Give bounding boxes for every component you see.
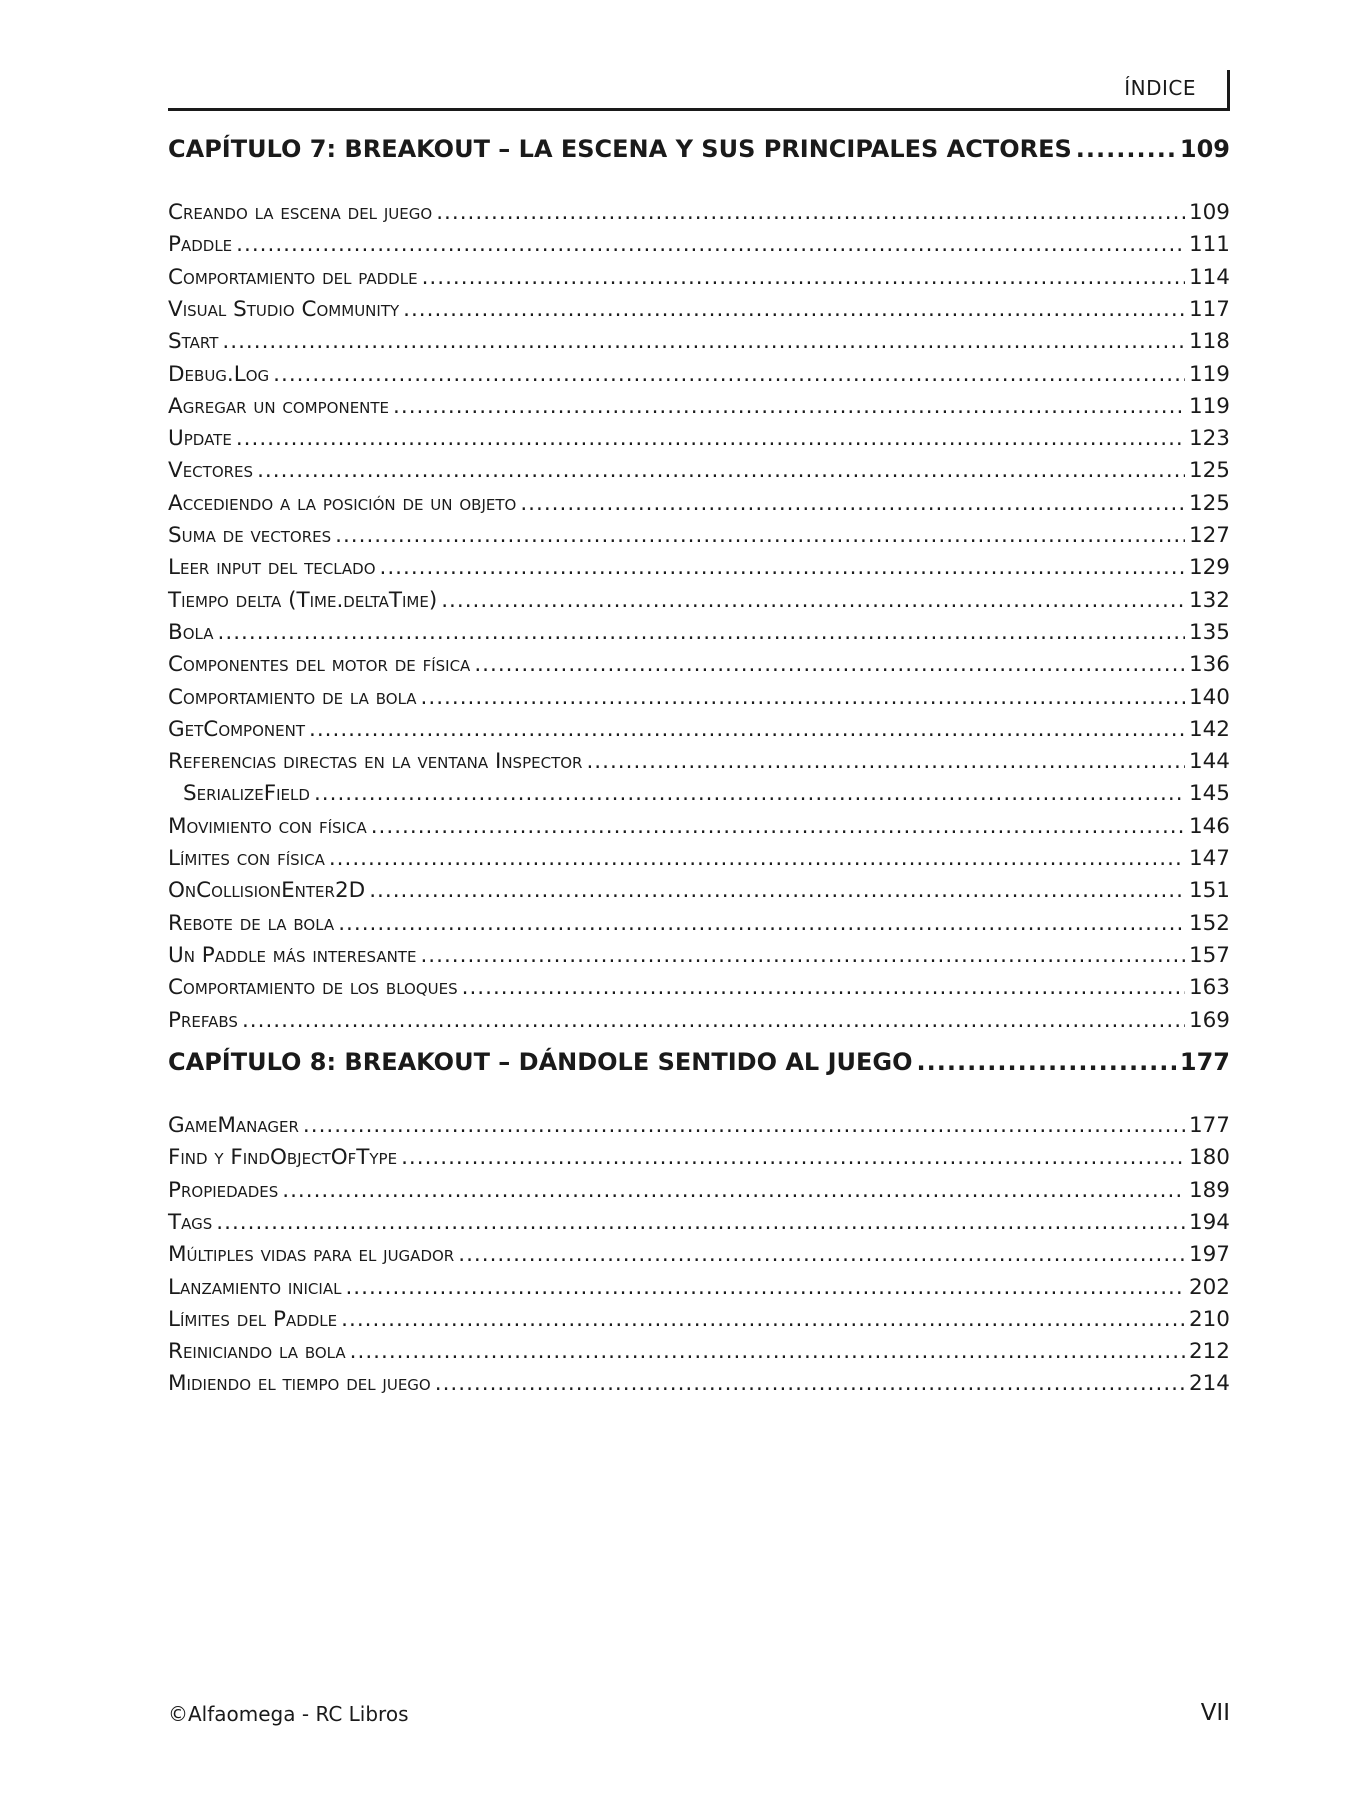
toc-entry[interactable]	[168, 286, 1230, 322]
toc-entry[interactable]	[168, 997, 1230, 1033]
entry-title: Vectores	[168, 458, 254, 484]
chapter-heading[interactable]	[168, 1042, 1230, 1076]
entry-title: Leer input del teclado	[168, 555, 376, 581]
toc-entry[interactable]	[168, 189, 1230, 225]
toc-entry[interactable]	[168, 480, 1230, 516]
chapter-heading[interactable]	[168, 129, 1230, 163]
toc-entry[interactable]	[168, 1231, 1230, 1267]
leader-dots	[435, 1371, 1185, 1396]
entry-page: 151	[1188, 878, 1230, 904]
entry-page: 180	[1188, 1145, 1230, 1171]
toc-entry[interactable]	[168, 254, 1230, 290]
entry-page: 145	[1188, 781, 1230, 807]
entry-page: 125	[1188, 458, 1230, 484]
toc-entry[interactable]	[168, 835, 1230, 871]
toc-entry[interactable]	[168, 1102, 1230, 1138]
entry-title: Bola	[168, 619, 214, 645]
toc-entry[interactable]	[168, 706, 1230, 742]
toc-entry[interactable]	[168, 803, 1230, 839]
leader-dots	[242, 1008, 1185, 1033]
entry-page: 177	[1188, 1113, 1230, 1138]
toc-entry[interactable]	[168, 351, 1230, 387]
toc-entry[interactable]	[168, 1199, 1230, 1235]
toc-entry[interactable]	[168, 900, 1230, 936]
entry-title: Comportamiento de la bola	[168, 684, 417, 710]
toc-entry[interactable]	[168, 674, 1230, 710]
entry-title: Un Paddle más interesante	[168, 942, 417, 968]
entry-page: 146	[1188, 813, 1230, 839]
entry-title: Paddle	[168, 232, 233, 258]
chapter-title: CAPÍTULO 7: BREAKOUT – LA ESCENA Y SUS PRINCIPALES ACTORES	[168, 135, 1072, 163]
entry-page: 125	[1188, 490, 1230, 516]
toc-entry[interactable]	[168, 1328, 1230, 1364]
entry-page: 140	[1188, 684, 1230, 710]
entry-title: Componentes del motor de física	[168, 652, 471, 678]
entry-page: 118	[1188, 329, 1230, 355]
entry-page: 129	[1188, 555, 1230, 581]
chapter-page: 177	[1179, 1048, 1230, 1076]
toc-entry[interactable]	[168, 512, 1230, 548]
entry-title: Prefabs	[168, 1007, 238, 1033]
toc-entry[interactable]	[168, 1360, 1230, 1396]
toc-entry[interactable]	[168, 867, 1230, 903]
entry-page: 117	[1188, 296, 1230, 322]
entry-page: 132	[1188, 587, 1230, 613]
entry-title: Debug.Log	[168, 361, 270, 387]
toc-entry[interactable]	[168, 318, 1230, 354]
entry-page: 212	[1188, 1339, 1230, 1365]
entry-page: 202	[1188, 1274, 1230, 1300]
entry-page: 109	[1188, 200, 1230, 225]
entry-title: Múltiples vidas para el jugador	[168, 1242, 455, 1268]
toc-entry[interactable]	[168, 1296, 1230, 1332]
toc-entry[interactable]	[168, 383, 1230, 419]
entry-title: Reiniciando la bola	[168, 1339, 346, 1365]
leader-dots	[1076, 135, 1176, 163]
entry-title: OnCollisionEnter2D	[168, 878, 366, 904]
entry-title: Lanzamiento inicial	[168, 1274, 342, 1300]
entry-title: Start	[168, 329, 219, 355]
entry-title: Midiendo el tiempo del juego	[168, 1371, 431, 1397]
entry-page: 214	[1188, 1371, 1230, 1397]
toc-entry[interactable]	[168, 641, 1230, 677]
entry-page: 111	[1188, 232, 1230, 258]
entry-title: Límites del Paddle	[168, 1306, 338, 1332]
footer-page-number: VII	[1200, 1700, 1230, 1726]
entry-title: Propiedades	[168, 1177, 279, 1203]
entry-page: 152	[1188, 910, 1230, 936]
chapter-page: 109	[1179, 135, 1230, 163]
entry-page: 163	[1188, 975, 1230, 1001]
toc-entry[interactable]	[168, 221, 1230, 257]
entry-page: 144	[1188, 749, 1230, 775]
entry-title: Find y FindObjectOfType	[168, 1145, 398, 1171]
header-label: ÍNDICE	[1124, 76, 1196, 100]
entry-title: Comportamiento del paddle	[168, 264, 418, 290]
entry-title: Rebote de la bola	[168, 910, 335, 936]
entry-page: 210	[1188, 1306, 1230, 1332]
toc-entry[interactable]	[168, 447, 1230, 483]
toc-entry[interactable]	[168, 415, 1230, 451]
entry-title: Visual Studio Community	[168, 296, 400, 322]
entry-title: Update	[168, 426, 232, 452]
header-rule	[1227, 70, 1230, 108]
entry-title: Suma de vectores	[168, 523, 332, 548]
entry-page: 123	[1188, 426, 1230, 452]
toc-entry[interactable]	[168, 738, 1230, 774]
leader-dots	[916, 1048, 1175, 1076]
toc-entry[interactable]	[168, 1264, 1230, 1300]
toc-entry[interactable]	[168, 932, 1230, 968]
running-header	[168, 70, 1230, 111]
entry-page: 197	[1188, 1242, 1230, 1268]
footer-publisher: ©Alfaomega - RC Libros	[168, 1702, 409, 1726]
toc-entry[interactable]	[168, 1134, 1230, 1170]
entry-title: SerializeField	[183, 781, 310, 807]
entry-page: 127	[1188, 523, 1230, 548]
entry-page: 194	[1188, 1209, 1230, 1235]
entry-page: 157	[1188, 942, 1230, 968]
toc-entry[interactable]	[168, 964, 1230, 1000]
toc-entry[interactable]	[168, 577, 1230, 613]
entry-title: Agregar un componente	[168, 393, 390, 419]
entry-title: Tiempo delta (Time.deltaTime)	[168, 587, 438, 613]
toc-entry[interactable]	[168, 544, 1230, 580]
toc-entry[interactable]	[183, 770, 1230, 806]
entry-page: 189	[1188, 1177, 1230, 1203]
entry-page: 114	[1188, 264, 1230, 290]
entry-title: Tags	[168, 1209, 213, 1235]
entry-page: 119	[1188, 361, 1230, 387]
entry-page: 135	[1188, 619, 1230, 645]
entry-title: Límites con física	[168, 846, 325, 871]
entry-title: Movimiento con física	[168, 813, 367, 839]
entry-title: Accediendo a la posición de un objeto	[168, 490, 517, 516]
entry-title: Referencias directas en la ventana Inspector	[168, 749, 583, 775]
entry-page: 136	[1188, 652, 1230, 678]
entry-page: 142	[1188, 716, 1230, 742]
toc-entry[interactable]	[168, 609, 1230, 645]
entry-page: 147	[1188, 846, 1230, 871]
entry-title: GetComponent	[168, 716, 305, 742]
entry-page: 119	[1188, 393, 1230, 419]
entry-title: Creando la escena del juego	[168, 200, 433, 225]
chapter-title: CAPÍTULO 8: BREAKOUT – DÁNDOLE SENTIDO AL JUEGO	[168, 1048, 913, 1076]
entry-title: GameManager	[168, 1113, 299, 1138]
toc-entry[interactable]	[168, 1167, 1230, 1203]
entry-title: Comportamiento de los bloques	[168, 975, 458, 1001]
entry-page: 169	[1188, 1007, 1230, 1033]
